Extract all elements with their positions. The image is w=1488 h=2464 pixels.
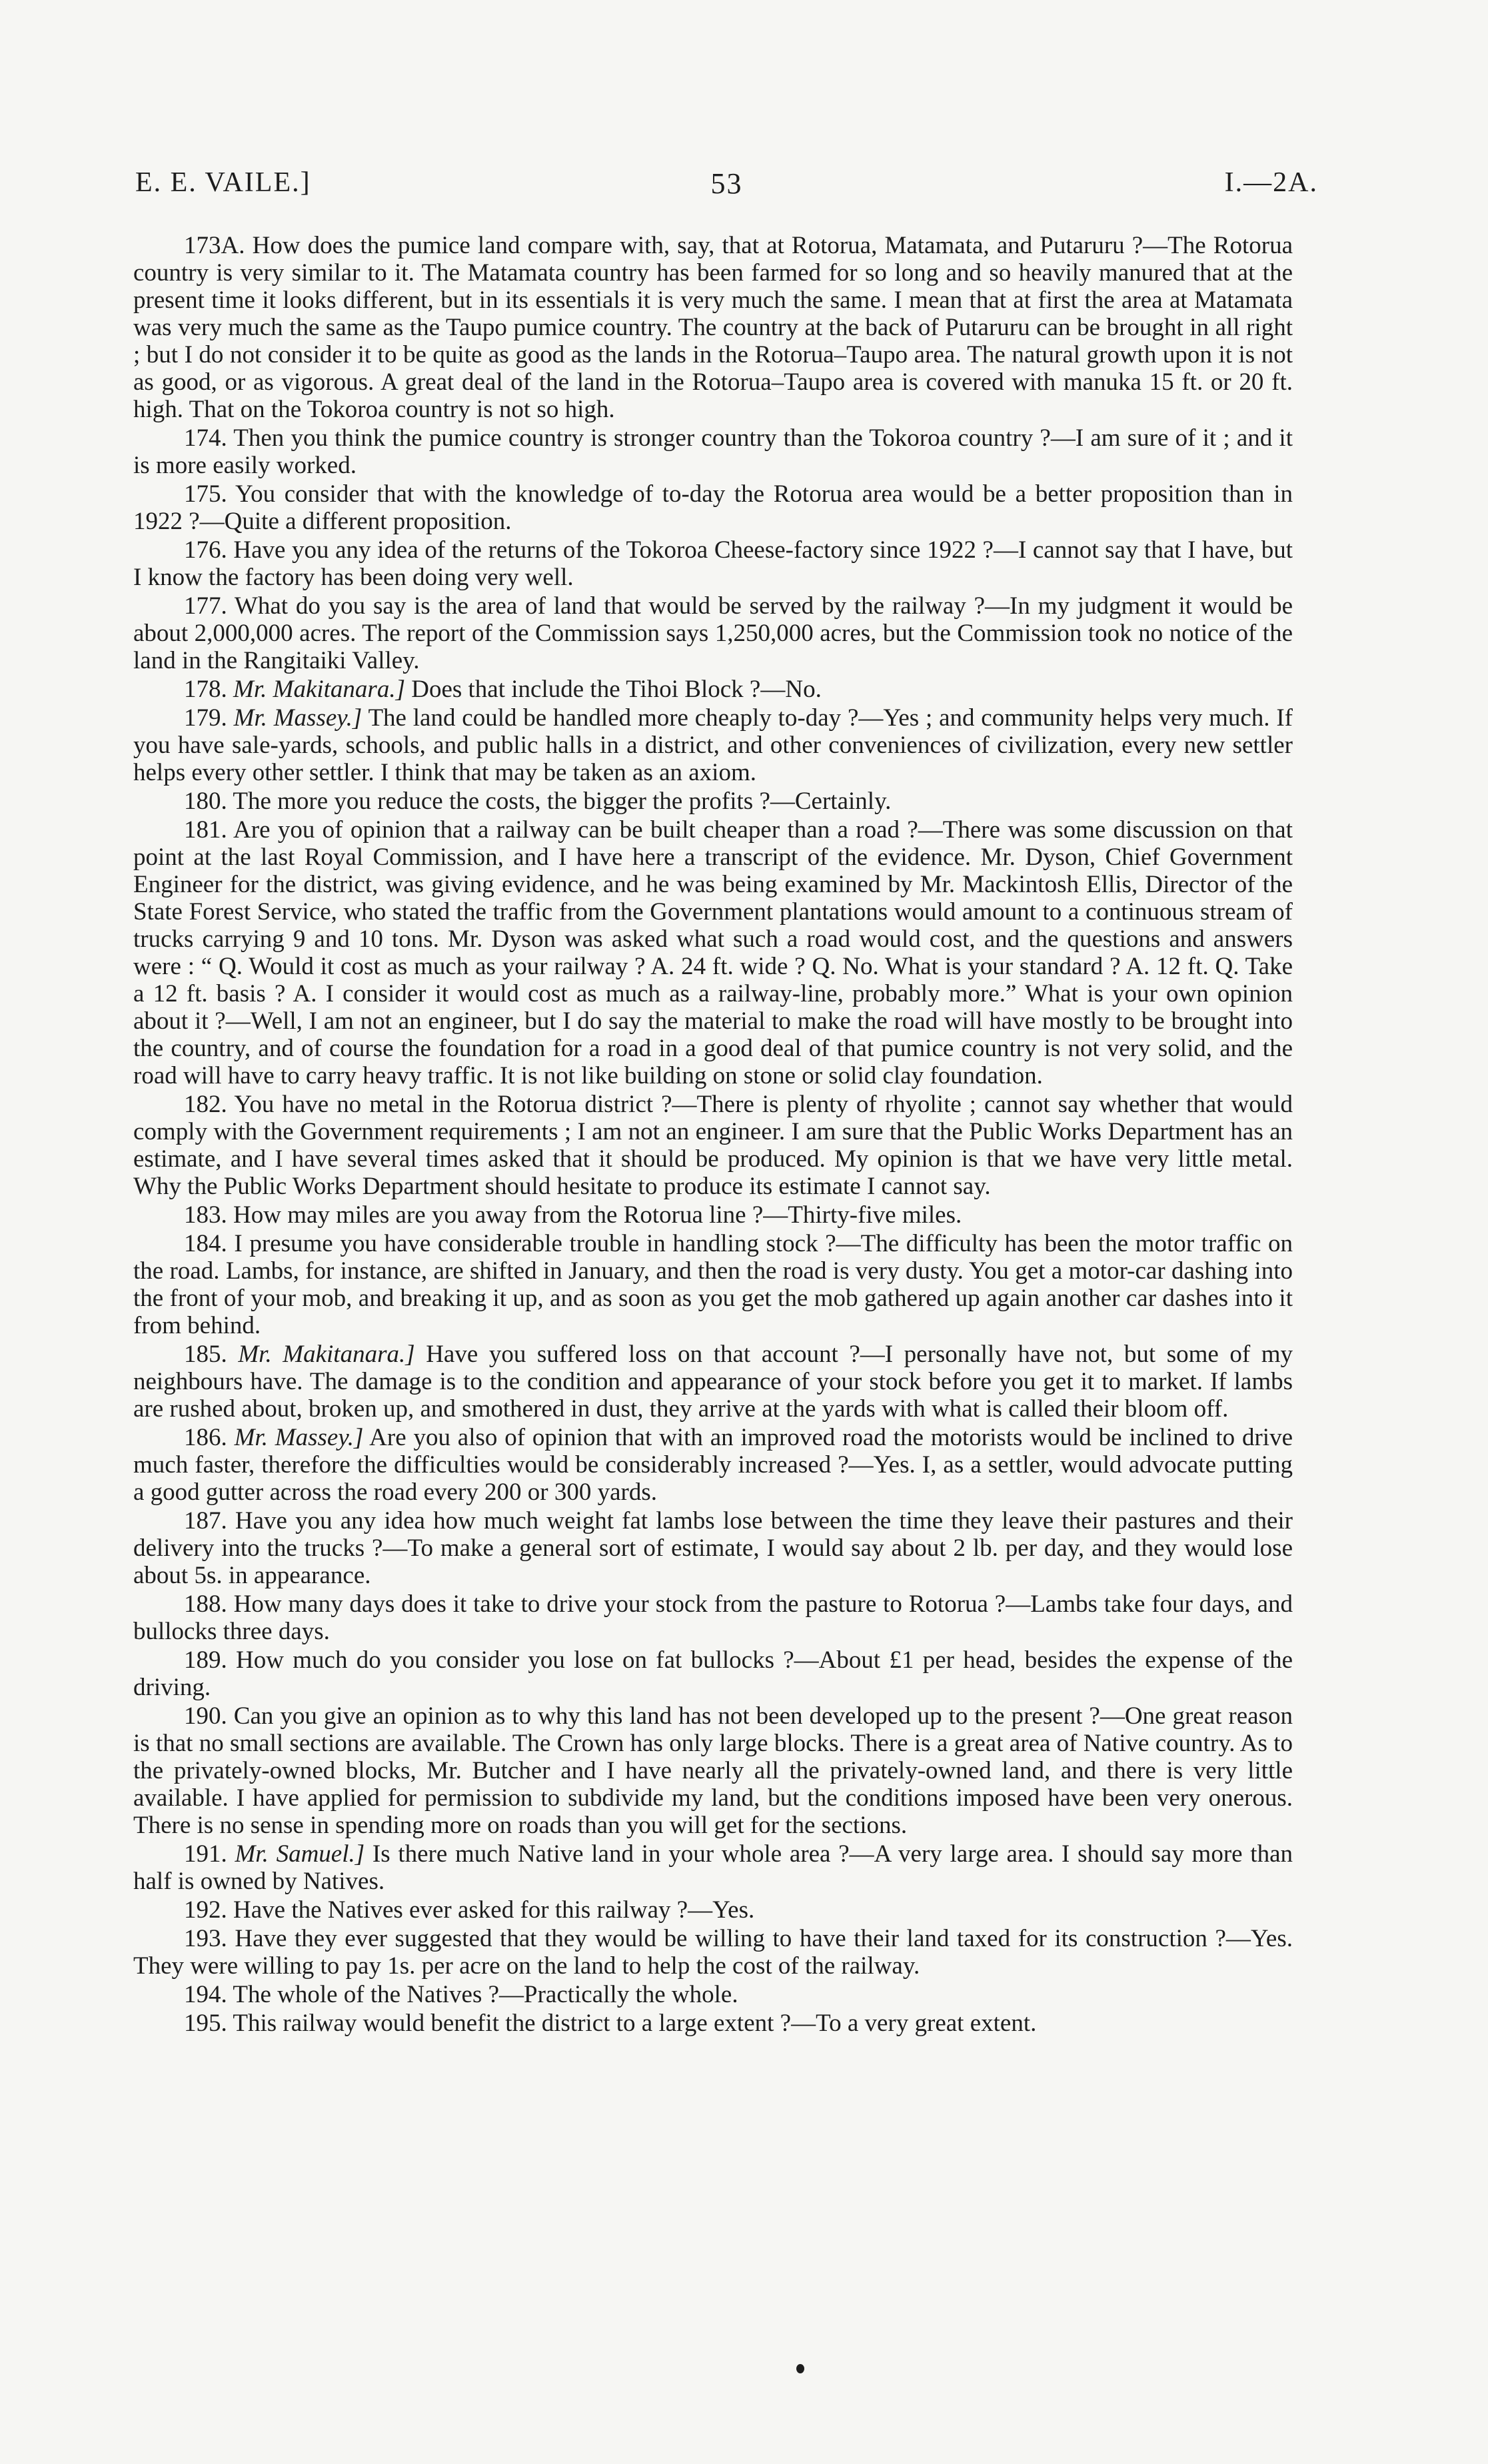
- question-number: 188.: [184, 1590, 227, 1618]
- question-text: How does the pumice land compare with, say, that at Rotorua, Matamata, and Putaruru ?—The Rotorua country is very similar to it. The Matamata country has been farmed for so long and so heavily manured that at the present time it looks different, but in its essentials it is very much the same. I mean that at first the area at Matamata was very much the same as the Taupo pumice country. The country at the back of Putaruru can be brought in all right ; but I do not consider it to be quite as good as the lands in the Rotorua–Taupo area. The natural growth upon it is not as good, or as vigorous. A great deal of the land in the Rotorua–Taupo area is covered with manuka 15 ft. or 20 ft. high. That on the Tokoroa country is not so high.: [133, 232, 1293, 423]
- question-text: How may miles are you away from the Rotorua line ?—Thirty-five miles.: [233, 1201, 962, 1229]
- question-number: 183.: [184, 1201, 227, 1229]
- question-number: 189.: [184, 1646, 227, 1674]
- question-number: 178.: [184, 676, 227, 703]
- question-number: 181.: [184, 816, 227, 844]
- question-number: 175.: [184, 480, 227, 508]
- question-text: Have the Natives ever asked for this railway ?—Yes.: [233, 1896, 755, 1924]
- question-paragraph: [133, 592, 1293, 674]
- speaker-name: Mr. Makitanara.]: [233, 676, 405, 703]
- question-number: 177.: [184, 592, 227, 620]
- question-paragraph: [133, 1981, 1293, 2008]
- question-text: Can you give an opinion as to why this land has not been developed up to the present ?—One great reason is that no small sections are available. The Crown has only large blocks. There is a great area of Native country. As to the privately-owned blocks, Mr. Butcher and I have nearly all the privately-owned land, and there is very little available. I have applied for permission to subdivide my land, but the conditions imposed have been very onerous. There is no sense in spending more on roads than you will get for the sections.: [133, 1702, 1293, 1839]
- question-number: 180.: [184, 788, 227, 815]
- question-paragraph: [133, 816, 1293, 1089]
- question-paragraph: [133, 1341, 1293, 1423]
- question-text: Are you of opinion that a railway can be built cheaper than a road ?—There was some discussion on that point at the last Royal Commission, and I have here a transcript of the evidence. Mr. Dyson, Chief Government Engineer for the district, was giving evidence, and he was being examined by Mr. Mackintosh Ellis, Director of the State Forest Service, who stated the traffic from the Government plantations would amount to a continuous stream of trucks carrying 9 and 10 tons. Mr. Dyson was asked what such a road would cost, and the questions and answers were : “ Q. Would it cost as much as your railway ? A. 24 ft. wide ? Q. No. What is your standard ? A. 12 ft. Q. Take a 12 ft. basis ? A. I consider it would cost as much as a railway-line, probably more.” What is your own opinion about it ?—Well, I am not an engineer, but I do say the material to make the road will have mostly to be brought into the country, and of course the foundation for a road in a good deal of that pumice country is not very solid, and the road will have to carry heavy traffic. It is not like building on stone or solid clay foundation.: [133, 816, 1293, 1089]
- question-paragraph: [133, 1201, 1293, 1229]
- question-paragraph: [133, 1424, 1293, 1506]
- speaker-name: Mr. Massey.]: [233, 704, 363, 732]
- question-text: You have no metal in the Rotorua district ?—There is plenty of rhyolite ; cannot say whether that would comply with the Government requirements ; I am not an engineer. I am sure that the Public Works Department has an estimate, and I have several times asked that it should be produced. My opinion is that we have very little metal. Why the Public Works Department should hesitate to produce its estimate I cannot say.: [133, 1091, 1293, 1200]
- question-text: This railway would benefit the district to a large extent ?—To a very great extent.: [233, 2010, 1037, 2037]
- question-paragraph: [133, 676, 1293, 703]
- question-paragraph: [133, 1507, 1293, 1589]
- question-number: 185.: [184, 1341, 227, 1368]
- question-paragraph: [133, 232, 1293, 423]
- question-number: 184.: [184, 1230, 227, 1257]
- question-number: 195.: [184, 2010, 227, 2037]
- header-witness: E. E. VAILE.]: [135, 167, 311, 198]
- question-number: 179.: [184, 704, 227, 732]
- question-number: 194.: [184, 1981, 227, 2008]
- question-text: How much do you consider you lose on fat bullocks ?—About £1 per head, besides the expense of the driving.: [133, 1646, 1293, 1701]
- question-text: The more you reduce the costs, the bigger the profits ?—Certainly.: [233, 788, 892, 815]
- question-paragraph: [133, 704, 1293, 786]
- question-paragraph: [133, 1925, 1293, 1980]
- question-text: Then you think the pumice country is stronger country than the Tokoroa country ?—I am sure of it ; and it is more easily worked.: [133, 424, 1293, 479]
- question-paragraph: [133, 1646, 1293, 1701]
- question-text: Have you suffered loss on that account ?—I personally have not, but some of my neighbours have. The damage is to the condition and appearance of your stock before you get it to market. If lambs are rushed about, broken up, and smothered in dust, they arrive at the yards with what is called their bloom off.: [133, 1341, 1293, 1423]
- question-paragraph: [133, 1840, 1293, 1895]
- question-paragraph: [133, 1896, 1293, 1924]
- question-paragraph: [133, 1702, 1293, 1839]
- header-paper-ref: I.—2A.: [1224, 167, 1318, 198]
- question-text: The whole of the Natives ?—Practically the whole.: [233, 1981, 738, 2008]
- question-number: 193.: [184, 1925, 227, 1952]
- question-number: 176.: [184, 536, 227, 564]
- question-text: Does that include the Tihoi Block ?—No.: [411, 676, 822, 703]
- footer-dot-mark: [796, 2364, 804, 2373]
- speaker-name: Mr. Makitanara.]: [238, 1341, 415, 1368]
- question-number: 186.: [184, 1424, 227, 1451]
- question-paragraph: [133, 424, 1293, 479]
- question-text: What do you say is the area of land that would be served by the railway ?—In my judgment it would be about 2,000,000 acres. The report of the Commission says 1,250,000 acres, but the Commission took no notice of the land in the Rangitaiki Valley.: [133, 592, 1293, 674]
- question-number: 190.: [184, 1702, 227, 1730]
- question-text: Are you also of opinion that with an improved road the motorists would be inclined to drive much faster, therefore the difficulties would be considerably increased ?—Yes. I, as a settler, would advocate putting a good gutter across the road every 200 or 300 yards.: [133, 1424, 1293, 1506]
- question-paragraph: [133, 788, 1293, 815]
- question-text: Have you any idea how much weight fat lambs lose between the time they leave their pastures and their delivery into the trucks ?—To make a general sort of estimate, I would say about 2 lb. per day, and they would lose about 5s. in appearance.: [133, 1507, 1293, 1589]
- question-paragraph: [133, 2010, 1293, 2037]
- question-number: 173A.: [184, 232, 245, 259]
- question-number: 182.: [184, 1091, 227, 1118]
- question-paragraph: [133, 1230, 1293, 1339]
- question-number: 187.: [184, 1507, 227, 1535]
- question-paragraph: [133, 536, 1293, 591]
- question-paragraph: [133, 1590, 1293, 1645]
- question-number: 191.: [184, 1840, 227, 1868]
- question-text: Have they ever suggested that they would be willing to have their land taxed for its construction ?—Yes. They were willing to pay 1s. per acre on the land to help the cost of the railway.: [133, 1925, 1293, 1980]
- question-text: Is there much Native land in your whole area ?—A very large area. I should say more than half is owned by Natives.: [133, 1840, 1293, 1895]
- question-paragraph: [133, 1091, 1293, 1200]
- page-header: [135, 167, 1318, 207]
- question-number: 174.: [184, 424, 227, 452]
- page-body: [133, 232, 1293, 2038]
- speaker-name: Mr. Massey.]: [234, 1424, 364, 1451]
- question-text: How many days does it take to drive your stock from the pasture to Rotorua ?—Lambs take four days, and bullocks three days.: [133, 1590, 1293, 1645]
- question-text: I presume you have considerable trouble in handling stock ?—The difficulty has been the motor traffic on the road. Lambs, for instance, are shifted in January, and then the road is very dusty. You get a motor-car dashing into the front of your mob, and breaking it up, and as soon as you get the mob gathered up again another car dashes into it from behind.: [133, 1230, 1293, 1339]
- speaker-name: Mr. Samuel.]: [235, 1840, 365, 1868]
- question-number: 192.: [184, 1896, 227, 1924]
- question-text: The land could be handled more cheaply to-day ?—Yes ; and community helps very much. If you have sale-yards, schools, and public halls in a district, and other conveniences of civilization, every new settler helps every other settler. I think that may be taken as an axiom.: [133, 704, 1293, 786]
- question-text: Have you any idea of the returns of the Tokoroa Cheese-factory since 1922 ?—I cannot say that I have, but I know the factory has been doing very well.: [133, 536, 1293, 591]
- question-paragraph: [133, 480, 1293, 535]
- question-text: You consider that with the knowledge of to-day the Rotorua area would be a better proposition than in 1922 ?—Quite a different proposition.: [133, 480, 1293, 535]
- page-number: 53: [710, 167, 743, 200]
